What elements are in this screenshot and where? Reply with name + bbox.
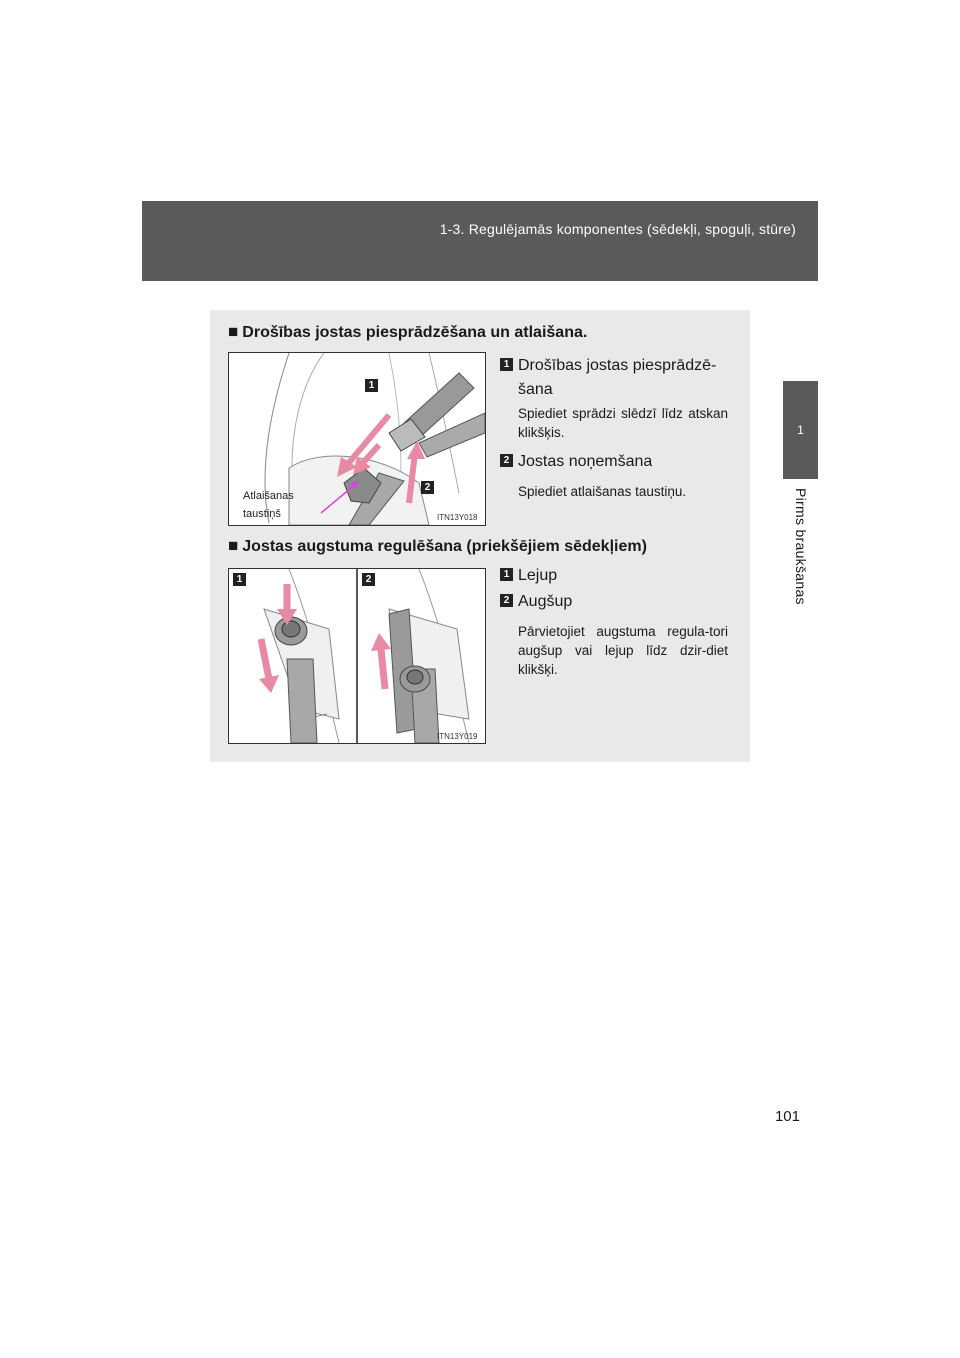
step-badge: 1 xyxy=(500,358,513,371)
section1-step1 xyxy=(500,354,732,402)
height-adjuster-figure xyxy=(228,568,486,744)
section1-step2-desc: Spiediet atlaišanas taustiņu. xyxy=(518,484,687,499)
section2-title: ■ Jostas augstuma regulēšana (priekšējiem sēdekļiem) xyxy=(228,536,647,555)
release-button-label: Atlaišanas taustiņš xyxy=(243,490,294,520)
section1-title: ■ Drošības jostas piesprādzēšana un atlaišana. xyxy=(228,322,588,341)
section1-step2 xyxy=(500,450,732,474)
square-bullet-icon: ■ xyxy=(228,322,239,341)
chapter-number: 1 xyxy=(797,423,804,437)
section1-step1-desc: Spiediet sprādzi slēdzī līdz atskan klikšķis. xyxy=(518,406,728,440)
figure-badge-1: 1 xyxy=(365,379,378,392)
figure-code: ITN13Y018 xyxy=(437,513,478,522)
step-title: Augšup xyxy=(518,593,573,610)
content-panel xyxy=(210,310,750,762)
chapter-label-text: Pirms braukšanas xyxy=(793,488,809,605)
height-adjuster-illustration xyxy=(229,569,485,743)
figure-badge-2: 2 xyxy=(362,573,375,586)
step-title: Drošības jostas piesprādzē-šana xyxy=(518,357,717,398)
chapter-label xyxy=(784,488,818,648)
square-bullet-icon: ■ xyxy=(228,536,239,555)
buckle-figure xyxy=(228,352,486,526)
step-title: Jostas noņemšana xyxy=(518,453,653,470)
header-title: 1-3. Regulējamās komponentes (sēdekļi, spoguļi, stūre) xyxy=(439,221,796,237)
section2-step1 xyxy=(500,564,732,588)
step-title: Lejup xyxy=(518,567,558,584)
figure-badge-1: 1 xyxy=(233,573,246,586)
step-badge: 1 xyxy=(500,568,513,581)
page-header xyxy=(142,201,818,281)
chapter-tab xyxy=(783,381,818,479)
page-number: 101 xyxy=(774,1108,800,1125)
step-badge: 2 xyxy=(500,594,513,607)
figure-code: ITN13Y019 xyxy=(437,732,478,741)
step-badge: 2 xyxy=(500,454,513,467)
section2-step2 xyxy=(500,590,732,614)
section2-desc: Pārvietojiet augstuma regula-tori augšup vai lejup līdz dzir-diet klikšķi. xyxy=(518,624,728,677)
figure-badge-2: 2 xyxy=(421,481,434,494)
